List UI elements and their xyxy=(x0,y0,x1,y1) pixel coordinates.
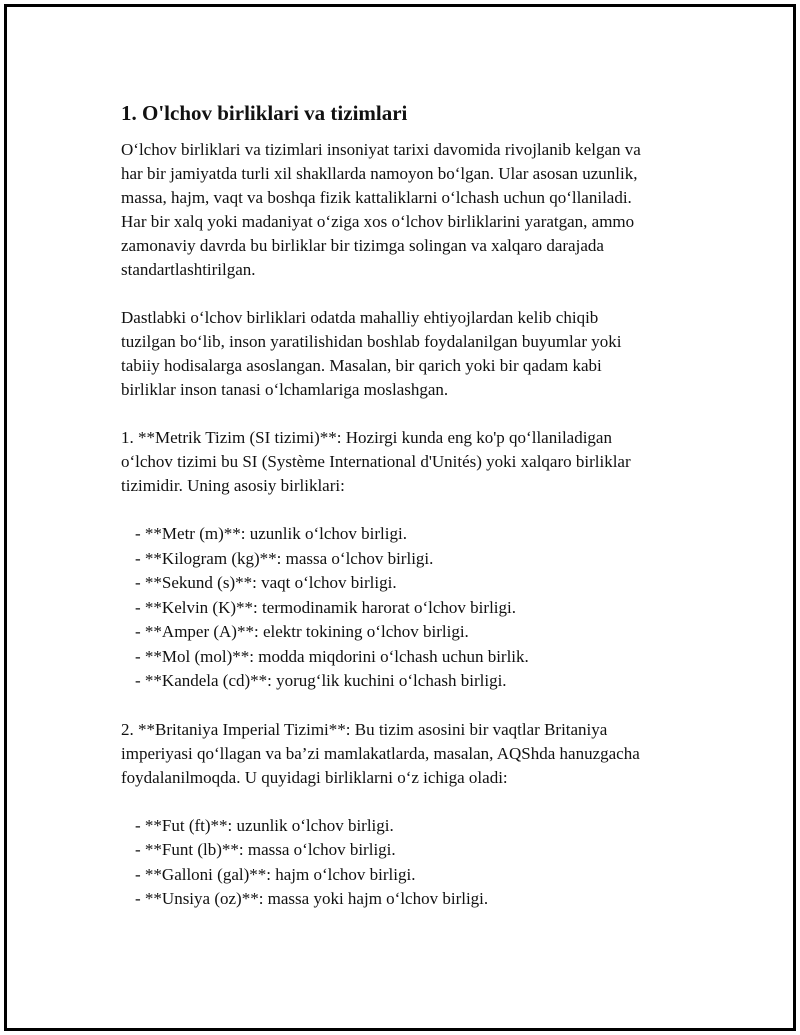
imperial-system-paragraph: 2. **Britaniya Imperial Tizimi**: Bu tizim asosini bir vaqtlar Britaniya imperiyasi qo‘llagan va ba’zi mamlakatlarda, masalan, AQShda hanuzgacha foydalanilmoqda. U quyidagi birliklarni o‘z ichiga oladi: xyxy=(121,719,640,787)
list-item: - **Unsiya (oz)**: massa yoki hajm o‘lchov birligi. xyxy=(135,889,489,908)
early-units-paragraph: Dastlabki o‘lchov birliklari odatda mahalliy ehtiyojlardan kelib chiqib tuzilgan bo‘lib, inson yaratilishidan boshlab foydalanilgan buyumlar yoki tabiiy hodisalarga asoslangan. Masalan, bir qarich yoki bir qadam kabi birliklar inson tanasi o‘lchamlariga moslashgan. xyxy=(121,308,622,399)
metric-system-paragraph: 1. **Metrik Tizim (SI tizimi)**: Hozirgi kunda eng ko'p qo‘llaniladigan o‘lchov tizimi bu SI (Système International d'Unités) yoki xalqaro birliklar tizimidir. Uning asosiy birliklari: xyxy=(121,428,631,495)
page-frame xyxy=(4,4,796,1031)
list-item: - **Sekund (s)**: vaqt o‘lchov birligi. xyxy=(135,573,397,592)
document-body xyxy=(121,100,701,912)
list-item: - **Metr (m)**: uzunlik o‘lchov birligi. xyxy=(135,524,407,543)
paragraph-spacer xyxy=(121,694,701,718)
imperial-units-list xyxy=(121,814,701,912)
list-item: - **Amper (A)**: elektr tokining o‘lchov birligi. xyxy=(135,622,469,641)
paragraph-spacer xyxy=(121,282,701,306)
list-item: - **Kandela (cd)**: yorug‘lik kuchini o‘lchash birligi. xyxy=(135,671,507,690)
paragraph-spacer xyxy=(121,790,701,814)
list-item: - **Kilogram (kg)**: massa o‘lchov birligi. xyxy=(135,548,434,568)
list-item: - **Funt (lb)**: massa o‘lchov birligi. xyxy=(135,840,396,859)
paragraph-spacer xyxy=(121,402,701,426)
intro-paragraph: O‘lchov birliklari va tizimlari insoniyat tarixi davomida rivojlanib kelgan va har bir jamiyatda turli xil shakllarda namoyon bo‘lgan. Ular asosan uzunlik, massa, hajm, vaqt va boshqa fizik kattaliklarni o‘lchash uchun qo‘llaniladi. Har bir xalq yoki madaniyat o‘ziga xos o‘lchov birliklarini yaratgan, ammo zamonaviy davrda bu birliklar bir tizimga solingan va xalqaro darajada standartlashtirilgan. xyxy=(121,140,641,279)
list-item: - **Fut (ft)**: uzunlik o‘lchov birligi. xyxy=(135,815,394,835)
si-units-list xyxy=(121,522,701,694)
list-item: - **Mol (mol)**: modda miqdorini o‘lchash uchun birlik. xyxy=(135,646,529,666)
list-item: - **Galloni (gal)**: hajm o‘lchov birligi. xyxy=(135,864,416,884)
section-heading: 1. O'lchov birliklari va tizimlari xyxy=(121,101,408,125)
list-item: - **Kelvin (K)**: termodinamik harorat o‘lchov birligi. xyxy=(135,597,516,617)
paragraph-spacer xyxy=(121,498,701,522)
